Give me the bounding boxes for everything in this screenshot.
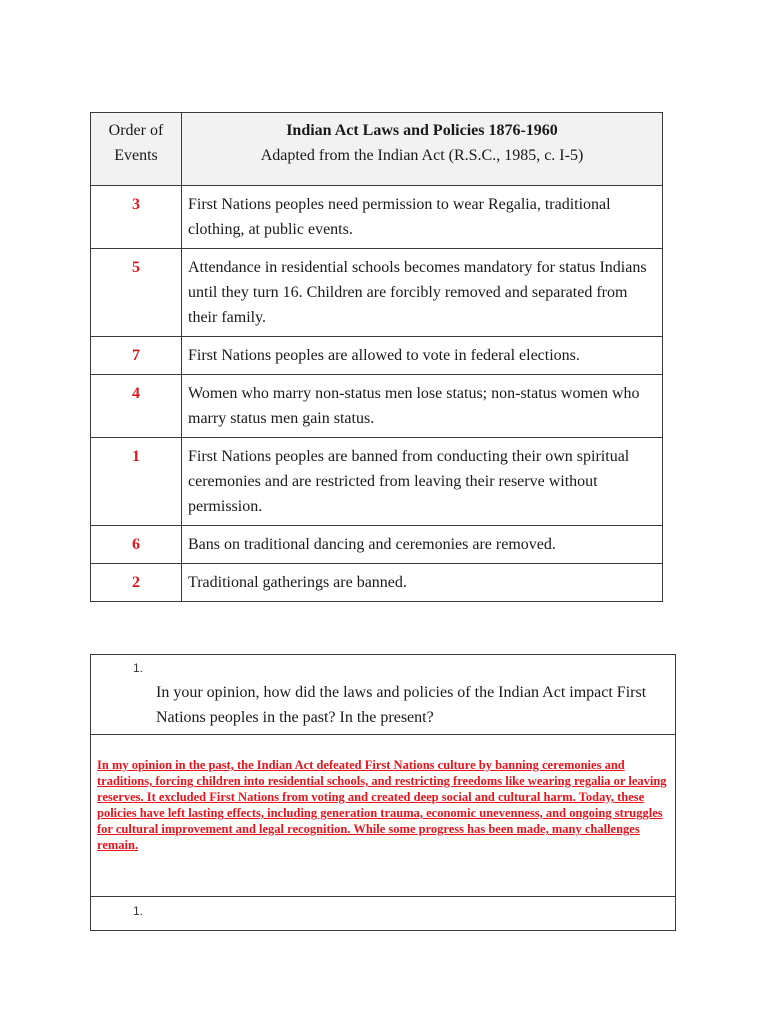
event-description: Women who marry non-status men lose status; non-status women who marry status men gain status. [182,375,663,438]
event-description: Bans on traditional dancing and ceremonies are removed. [182,526,663,564]
event-description: First Nations peoples are allowed to vote in federal elections. [182,337,663,375]
table-row [91,526,663,564]
table-row [91,337,663,375]
answer-text[interactable]: In my opinion in the past, the Indian Act defeated First Nations culture by banning ceremonies and traditions, forcing children into residential schools, and restricting freedoms like wearing regalia or leaving reserves. It excluded First Nations from voting and created deep social and cultural harm. Today, these policies have left lasting effects, including generation trauma, economic unevenness, and ongoing struggles for cultural improvement and legal recognition. While some progress has been made, many challenges remain. [97,758,667,852]
event-description: First Nations peoples need permission to wear Regalia, traditional clothing, at public events. [182,186,663,249]
table-row [91,564,663,602]
question-box [90,654,676,931]
order-number: 2 [91,564,182,602]
table-subtitle: Adapted from the Indian Act (R.S.C., 1985, c. I-5) [260,147,584,164]
order-number: 5 [91,249,182,337]
table-title: Indian Act Laws and Policies 1876-1960 [286,122,558,139]
order-of-events-header: Order of Events [91,113,182,186]
indian-act-events-table [90,112,663,602]
list-number: 1. [133,904,144,918]
question-row [91,655,675,735]
next-question-row [91,897,675,930]
table-row [91,249,663,337]
table-row [91,186,663,249]
event-description: Traditional gatherings are banned. [182,564,663,602]
order-number: 4 [91,375,182,438]
order-number: 3 [91,186,182,249]
order-number: 6 [91,526,182,564]
table-header-row [91,113,663,186]
table-row [91,438,663,526]
event-description: Attendance in residential schools becomes mandatory for status Indians until they turn 16. Children are forcibly removed and separated from their family. [182,249,663,337]
order-number: 1 [91,438,182,526]
event-description: First Nations peoples are banned from conducting their own spiritual ceremonies and are restricted from leaving their reserve without permission. [182,438,663,526]
order-number: 7 [91,337,182,375]
question-text: In your opinion, how did the laws and policies of the Indian Act impact First Nations peoples in the past? In the present? [156,684,647,726]
list-number: 1. [133,661,144,675]
answer-row[interactable] [91,735,675,897]
table-title-header [182,113,663,186]
table-row [91,375,663,438]
